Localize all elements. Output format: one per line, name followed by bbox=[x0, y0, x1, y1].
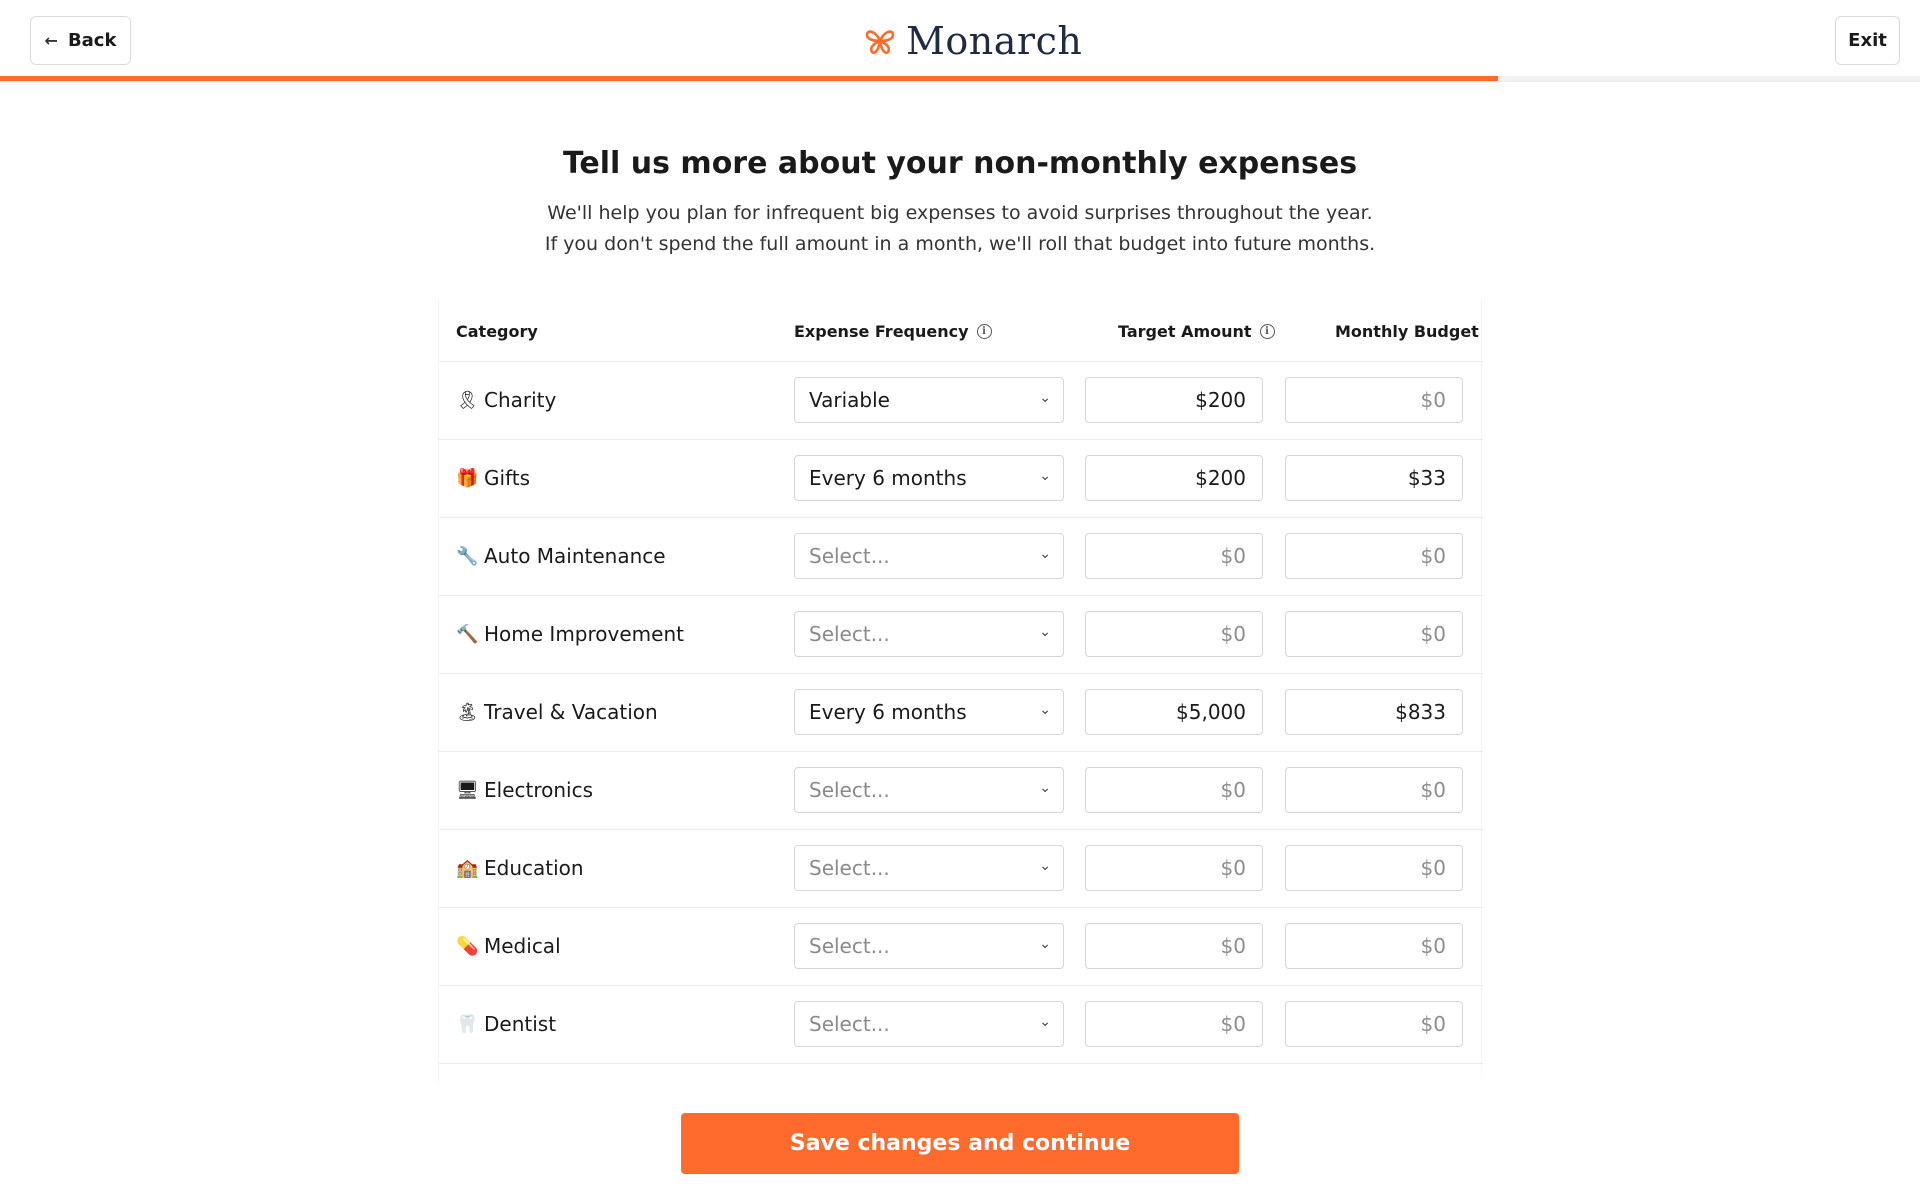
category-name: Charity bbox=[484, 388, 557, 412]
wrench-icon: 🔧 bbox=[456, 545, 479, 567]
ribbon-icon: 🎗 bbox=[456, 389, 479, 411]
butterfly-logo-icon bbox=[864, 25, 896, 57]
category-name: Auto Maintenance bbox=[484, 544, 666, 568]
table-row bbox=[439, 752, 1483, 830]
monthly-budget-input[interactable]: $833 bbox=[1285, 689, 1463, 735]
exit-button[interactable]: Exit bbox=[1835, 16, 1900, 65]
chevron-down-icon: ⌄ bbox=[1039, 624, 1051, 640]
chevron-down-icon: ⌄ bbox=[1039, 936, 1051, 952]
category-cell bbox=[456, 700, 658, 724]
target-amount-input[interactable]: $0 bbox=[1085, 1001, 1263, 1047]
info-icon[interactable]: i bbox=[1260, 324, 1275, 339]
hammer-icon: 🔨 bbox=[456, 623, 479, 645]
back-label: Back bbox=[67, 30, 117, 51]
table-row bbox=[439, 986, 1483, 1064]
gift-icon: 🎁 bbox=[456, 467, 479, 489]
progress-fill bbox=[0, 76, 1498, 81]
column-header-budget: Monthly Budget bbox=[1335, 322, 1479, 341]
monthly-budget-input[interactable]: $33 bbox=[1285, 455, 1463, 501]
category-cell bbox=[456, 778, 593, 802]
table-row bbox=[439, 518, 1483, 596]
island-icon: 🏝 bbox=[456, 701, 479, 723]
category-cell bbox=[456, 1012, 556, 1036]
chevron-down-icon: ⌄ bbox=[1039, 546, 1051, 562]
info-icon[interactable]: i bbox=[977, 324, 992, 339]
category-cell bbox=[456, 622, 684, 646]
category-name: Education bbox=[484, 856, 584, 880]
monthly-budget-input[interactable]: $0 bbox=[1285, 767, 1463, 813]
monthly-budget-input[interactable]: $0 bbox=[1285, 533, 1463, 579]
chevron-down-icon: ⌄ bbox=[1039, 702, 1051, 718]
target-amount-input[interactable]: $0 bbox=[1085, 533, 1263, 579]
chevron-down-icon: ⌄ bbox=[1039, 390, 1051, 406]
frequency-select[interactable]: Select... ⌄ bbox=[794, 767, 1064, 813]
chevron-down-icon: ⌄ bbox=[1039, 1014, 1051, 1030]
frequency-select[interactable]: Select... ⌄ bbox=[794, 533, 1064, 579]
top-bar bbox=[0, 0, 1920, 82]
frequency-select[interactable]: Every 6 months ⌄ bbox=[794, 689, 1064, 735]
logo-text: Monarch bbox=[906, 19, 1083, 63]
monthly-budget-input[interactable]: $0 bbox=[1285, 377, 1463, 423]
monthly-budget-input[interactable]: $0 bbox=[1285, 923, 1463, 969]
category-cell bbox=[456, 466, 530, 490]
category-name: Medical bbox=[484, 934, 561, 958]
category-name: Gifts bbox=[484, 466, 531, 490]
table-row bbox=[439, 830, 1483, 908]
table-header bbox=[439, 300, 1483, 362]
table-row bbox=[439, 440, 1483, 518]
tooth-icon: 🦷 bbox=[456, 1013, 479, 1035]
category-name: Travel & Vacation bbox=[484, 700, 658, 724]
column-header-frequency: Expense Frequency i bbox=[794, 322, 992, 341]
target-amount-input[interactable]: $200 bbox=[1085, 377, 1263, 423]
table-row bbox=[439, 674, 1483, 752]
category-name: Electronics bbox=[484, 778, 594, 802]
category-cell bbox=[456, 934, 561, 958]
category-cell bbox=[456, 388, 556, 412]
target-amount-input[interactable]: $0 bbox=[1085, 845, 1263, 891]
frequency-select[interactable]: Select... ⌄ bbox=[794, 611, 1064, 657]
monthly-budget-input[interactable]: $0 bbox=[1285, 1001, 1463, 1047]
save-continue-button[interactable]: Save changes and continue bbox=[681, 1113, 1239, 1174]
chevron-down-icon: ⌄ bbox=[1039, 780, 1051, 796]
target-amount-input[interactable]: $0 bbox=[1085, 611, 1263, 657]
category-name: Dentist bbox=[484, 1012, 557, 1036]
computer-icon: 🖥 bbox=[456, 779, 479, 801]
target-amount-input[interactable]: $0 bbox=[1085, 923, 1263, 969]
monthly-budget-input[interactable]: $0 bbox=[1285, 845, 1463, 891]
monthly-budget-input[interactable]: $0 bbox=[1285, 611, 1463, 657]
back-button[interactable] bbox=[30, 16, 131, 65]
frequency-select[interactable]: Select... ⌄ bbox=[794, 845, 1064, 891]
expenses-table bbox=[438, 300, 1482, 1082]
chevron-down-icon: ⌄ bbox=[1039, 858, 1051, 874]
scroll-fade bbox=[439, 1062, 1483, 1082]
pill-icon: 💊 bbox=[456, 935, 479, 957]
column-header-target: Target Amount i bbox=[1118, 322, 1275, 341]
target-amount-input[interactable]: $200 bbox=[1085, 455, 1263, 501]
frequency-select[interactable]: Every 6 months ⌄ bbox=[794, 455, 1064, 501]
page-title: Tell us more about your non-monthly expenses bbox=[562, 146, 1358, 181]
page-description: We'll help you plan for infrequent big expenses to avoid surprises throughout the year. If you don't spend the full amount in a month, we'll roll that budget into future months. bbox=[544, 202, 1376, 255]
table-row bbox=[439, 908, 1483, 986]
brand-logo bbox=[864, 16, 1082, 66]
school-icon: 🏫 bbox=[456, 857, 479, 879]
chevron-down-icon: ⌄ bbox=[1039, 468, 1051, 484]
frequency-select[interactable]: Variable ⌄ bbox=[794, 377, 1064, 423]
table-row bbox=[439, 362, 1483, 440]
table-row bbox=[439, 596, 1483, 674]
progress-bar bbox=[0, 76, 1920, 81]
column-header-category: Category bbox=[456, 322, 538, 341]
frequency-select[interactable]: Select... ⌄ bbox=[794, 1001, 1064, 1047]
arrow-left-icon: ← bbox=[44, 31, 58, 50]
target-amount-input[interactable]: $5,000 bbox=[1085, 689, 1263, 735]
category-cell bbox=[456, 544, 666, 568]
frequency-select[interactable]: Select... ⌄ bbox=[794, 923, 1064, 969]
category-cell bbox=[456, 856, 584, 880]
target-amount-input[interactable]: $0 bbox=[1085, 767, 1263, 813]
category-name: Home Improvement bbox=[484, 622, 684, 646]
